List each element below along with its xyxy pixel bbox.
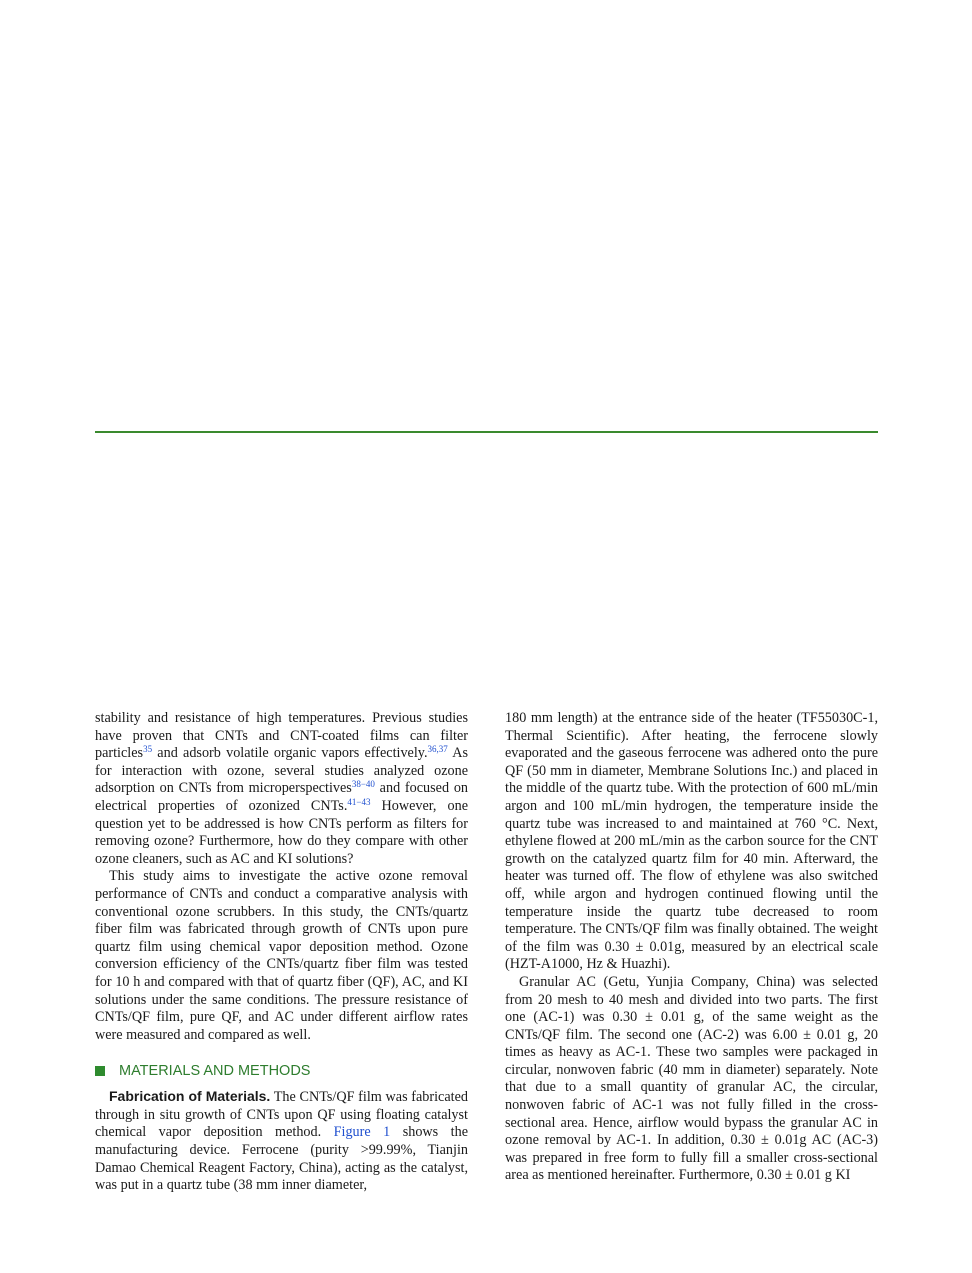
section-heading-text: MATERIALS AND METHODS xyxy=(119,1063,311,1080)
methods-paragraph-1 xyxy=(95,1088,468,1195)
section-heading xyxy=(95,1062,468,1080)
fabrication-paragraph: 180 mm length) at the entrance side of the heater (TF55030C-1, Thermal Scientific). After heating, the ferrocene slowly evaporated and the gaseous ferrocene was adhered onto the pure QF (50 mm in diameter, Membrane Solutions Inc.) and placed in the middle of the quartz tube. With the protection of 600 mL/min argon and 100 mL/min hydrogen, the temperature inside the quartz tube was increased to and maintained at 760 °C. Next, ethylene flowed at 200 mL/min as the carbon source for the CNT growth on the catalyzed quartz film for 40 min. Afterward, the heater was turned off. The flow of ethylene was also switched off, while argon and hydrogen continued flowing until the temperature inside the quartz tube decreased to room temperature. The CNTs/QF film was finally obtained. The weight of the film was 0.30 ± 0.01g, measured by an electrical scale (HZT-A1000, Hz & Huazhi). xyxy=(505,710,878,973)
intro-text-segment: and focused on electrical properties of ozonized CNTs. xyxy=(95,780,469,814)
figure-1-link[interactable]: Figure 1 xyxy=(333,1124,391,1141)
left-column xyxy=(95,710,468,1195)
citation-ref[interactable]: 36,37 xyxy=(427,744,448,755)
subheading-fabrication: Fabrication of Materials. xyxy=(109,1088,271,1105)
granular-ac-paragraph: Granular AC (Getu, Yunjia Company, China) was selected from 20 mesh to 40 mesh and divided into two parts. The first one (AC-1) was 0.30 ± 0.01 g, of the same weight as the CNTs/QF film. The second one (AC-2) was 6.00 ± 0.01 g, 20 times as heavy as AC-1. These two samples were packaged in circular, nonwoven fabric (40 mm in diameter) separately. Note that due to a small quantity of granular AC, the circular, nonwoven fabric of AC-1 was not fully filled in the cross-sectional area. Hence, airflow would bypass the granular AC in ozone removal by AC-1. In addition, 0.30 ± 0.01g AC (AC-3) was prepared in free form to fully fill a smaller cross-sectional area as mentioned hereinafter. Furthermore, 0.30 ± 0.01 g KI xyxy=(505,973,878,1184)
intro-paragraph-1 xyxy=(95,710,468,868)
methods-text-b: shows the manufacturing device. Ferrocene (purity >99.99%, Tianjin Damao Chemical Reagent Factory, China), acting as the catalyst, was put in a quartz tube (38 mm inner diameter, xyxy=(95,1124,469,1194)
intro-text-segment: stability and resistance of high temperatures. Previous studies have proven that CNTs and CNT-coated films can filter particles xyxy=(95,710,468,762)
citation-ref[interactable]: 35 xyxy=(143,744,153,755)
header-rule xyxy=(95,431,878,433)
intro-text-segment: and adsorb volatile organic vapors effectively. xyxy=(152,745,428,762)
intro-paragraph-2: This study aims to investigate the active ozone removal performance of CNTs and conduct a comparative analysis with conventional ozone scrubbers. In this study, the CNTs/quartz fiber film was fabricated through growth of CNTs upon pure quartz film using chemical vapor deposition method. Ozone conversion efficiency of the CNTs/quartz fiber film was tested for 10 h and compared with that of quartz fiber (QF), AC, and KI solutions under the same conditions. The pressure resistance of CNTs/QF film, pure QF, and AC under different airflow rates were measured and compared as well. xyxy=(95,868,468,1043)
citation-ref[interactable]: 41−43 xyxy=(347,796,371,807)
intro-text-segment: As for interaction with ozone, several studies analyzed ozone adsorption on CNTs from microperspectives xyxy=(95,745,468,797)
citation-ref[interactable]: 38−40 xyxy=(351,779,375,790)
right-column xyxy=(505,710,878,1185)
methods-text-a: The CNTs/QF film was fabricated through in situ growth of CNTs upon QF using floating catalyst chemical vapor deposition method. xyxy=(95,1089,468,1141)
section-square-icon xyxy=(95,1066,105,1076)
intro-text-segment: However, one question yet to be addressed is how CNTs perform as filters for removing ozone? Furthermore, how do they compare with other ozone cleaners, such as AC and KI solutions? xyxy=(95,797,469,867)
